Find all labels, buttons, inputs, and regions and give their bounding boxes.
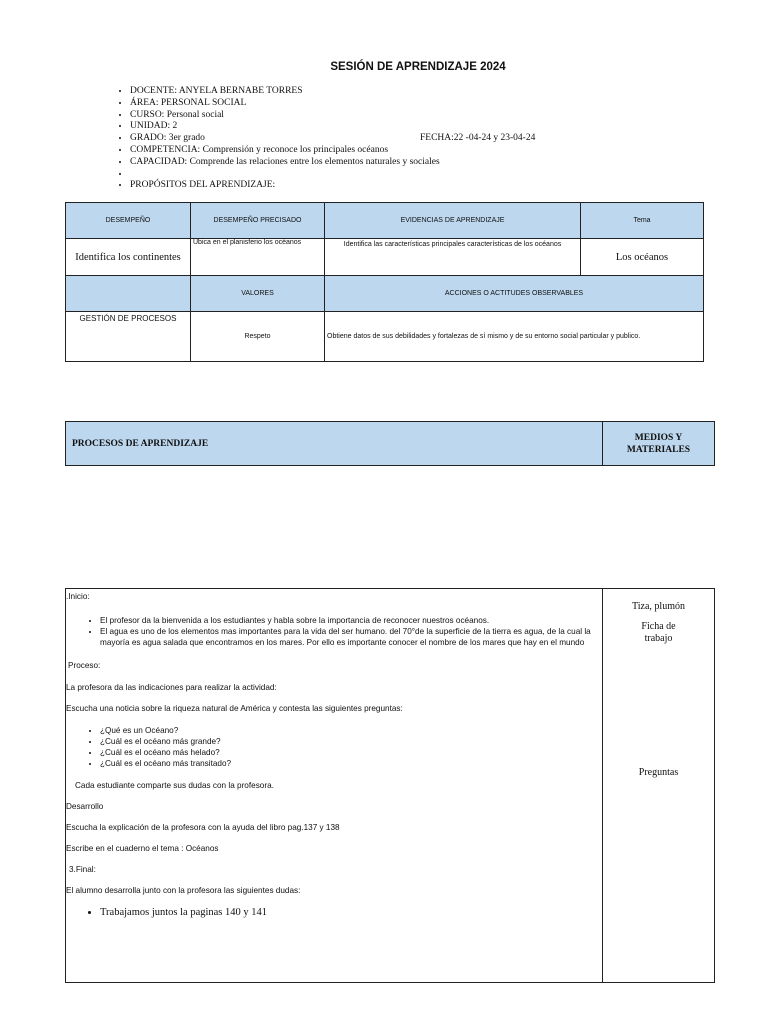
inicio-list	[66, 615, 602, 648]
header-tema: Tema	[581, 203, 704, 239]
final-label: 3.Final:	[69, 865, 96, 874]
info-docente: • DOCENTE: ANYELA BERNABE TORRES	[130, 86, 440, 98]
pregunta-item: • ¿Cuál es el océano más helado?	[100, 747, 602, 758]
header-procesos: PROCESOS DE APRENDIZAJE	[66, 422, 603, 466]
info-propositos: • PROPÓSITOS DEL APRENDIZAJE:	[130, 180, 440, 192]
desempeno-header-row	[66, 203, 704, 239]
pregunta-item: • ¿Cuál es el océano más grande?	[100, 736, 602, 747]
procesos-content	[66, 591, 602, 919]
escribe-text: Escribe en el cuaderno el tema : Océanos	[66, 844, 219, 853]
procesos-header-table	[65, 421, 715, 466]
info-grado	[130, 133, 536, 145]
escucha-explicacion-text: Escucha la explicación de la profesora con la ayuda del libro pag.137 y 138	[66, 823, 340, 832]
preguntas-list	[66, 725, 602, 769]
header-evidencias: EVIDENCIAS DE APRENDIZAJE	[325, 203, 581, 239]
trabajamos-list	[66, 906, 602, 919]
fecha-text: FECHA:22 -04-24 y 23-04-24	[420, 133, 536, 144]
cell-evidencias	[325, 239, 581, 276]
material-preguntas: Preguntas	[638, 767, 679, 778]
grado-text: GRADO: 3er grado	[130, 133, 205, 144]
trabajamos-item: • Trabajamos juntos la paginas 140 y 141	[100, 906, 602, 919]
procesos-content-cell	[66, 589, 603, 983]
materiales-cell	[603, 589, 715, 983]
procesos-content-row	[66, 589, 715, 983]
info-capacidad: • CAPACIDAD: Comprende las relaciones entre los elementos naturales y sociales	[130, 157, 440, 169]
evidencias-text: Identifica las características principales características de los océanos	[343, 241, 562, 248]
indicaciones-text: La profesora da las indicaciones para realizar la actividad:	[66, 683, 277, 692]
valores-header-row	[66, 276, 704, 312]
header-desempeno: DESEMPEÑO	[66, 203, 191, 239]
pregunta-item: • ¿Qué es un Océano?	[100, 725, 602, 736]
header-desempeno-precisado: DESEMPEÑO PRECISADO	[191, 203, 325, 239]
inicio-item: • El profesor da la bienvenida a los estudiantes y habla sobre la importancia de reconocer nuestros océanos.	[100, 615, 602, 626]
pregunta-item: • ¿Cuál es el océano más transitado?	[100, 758, 602, 769]
info-blank	[130, 169, 440, 181]
inicio-label: .Inicio:	[66, 592, 90, 601]
material-ficha: Ficha de trabajo	[641, 621, 676, 644]
info-list	[114, 86, 536, 192]
valores-header-empty	[66, 276, 191, 312]
info-competencia: • COMPETENCIA: Comprensión y reconoce los principales océanos	[130, 145, 440, 157]
cell-respeto: Respeto	[191, 312, 325, 362]
comparte-text: Cada estudiante comparte sus dudas con la profesora.	[75, 781, 274, 790]
desempeno-table	[65, 202, 704, 362]
page-title: SESIÓN DE APRENDIZAJE 2024	[330, 61, 506, 73]
procesos-header-row	[66, 422, 715, 466]
header-acciones: ACCIONES O ACTITUDES OBSERVABLES	[325, 276, 704, 312]
info-area: • ÁREA: PERSONAL SOCIAL	[130, 98, 440, 110]
header-medios: MEDIOS Y MATERIALES	[603, 422, 715, 466]
inicio-item: • El agua es uno de los elementos mas importantes para la vida del ser humano. del 70°de la superficie de la tierra es agua, de la cual la mayoría es agua salada que encontramos en los mares. Por ello es importante conocer el nombre de los mares que hay en el mundo	[100, 626, 602, 648]
procesos-content-table	[65, 588, 715, 983]
header-valores: VALORES	[191, 276, 325, 312]
info-unidad: • UNIDAD: 2	[130, 121, 440, 133]
cell-tema: Los océanos	[581, 239, 704, 276]
escucha-noticia-text: Escucha una noticia sobre la riqueza natural de América y contesta las siguientes preguntas:	[66, 704, 403, 713]
cell-acciones: Obtiene datos de sus debilidades y fortalezas de sí mismo y de su entorno social particular y publico.	[325, 312, 704, 362]
materiales-content	[603, 601, 714, 778]
material-tiza: Tiza, plumón	[632, 601, 685, 612]
desarrollo-label: Desarrollo	[66, 802, 104, 811]
desempeno-row	[66, 239, 704, 276]
proceso-label: Proceso:	[68, 661, 101, 670]
valores-row	[66, 312, 704, 362]
cell-desempeno: Identifica los continentes	[66, 239, 191, 276]
cell-desempeno-precisado: Ubica en el planisferio los océanos	[191, 239, 325, 276]
alumno-text: El alumno desarrolla junto con la profesora las siguientes dudas:	[66, 886, 301, 895]
cell-gestion: GESTIÓN DE PROCESOS	[66, 312, 191, 362]
info-curso: • CURSO: Personal social	[130, 110, 440, 122]
